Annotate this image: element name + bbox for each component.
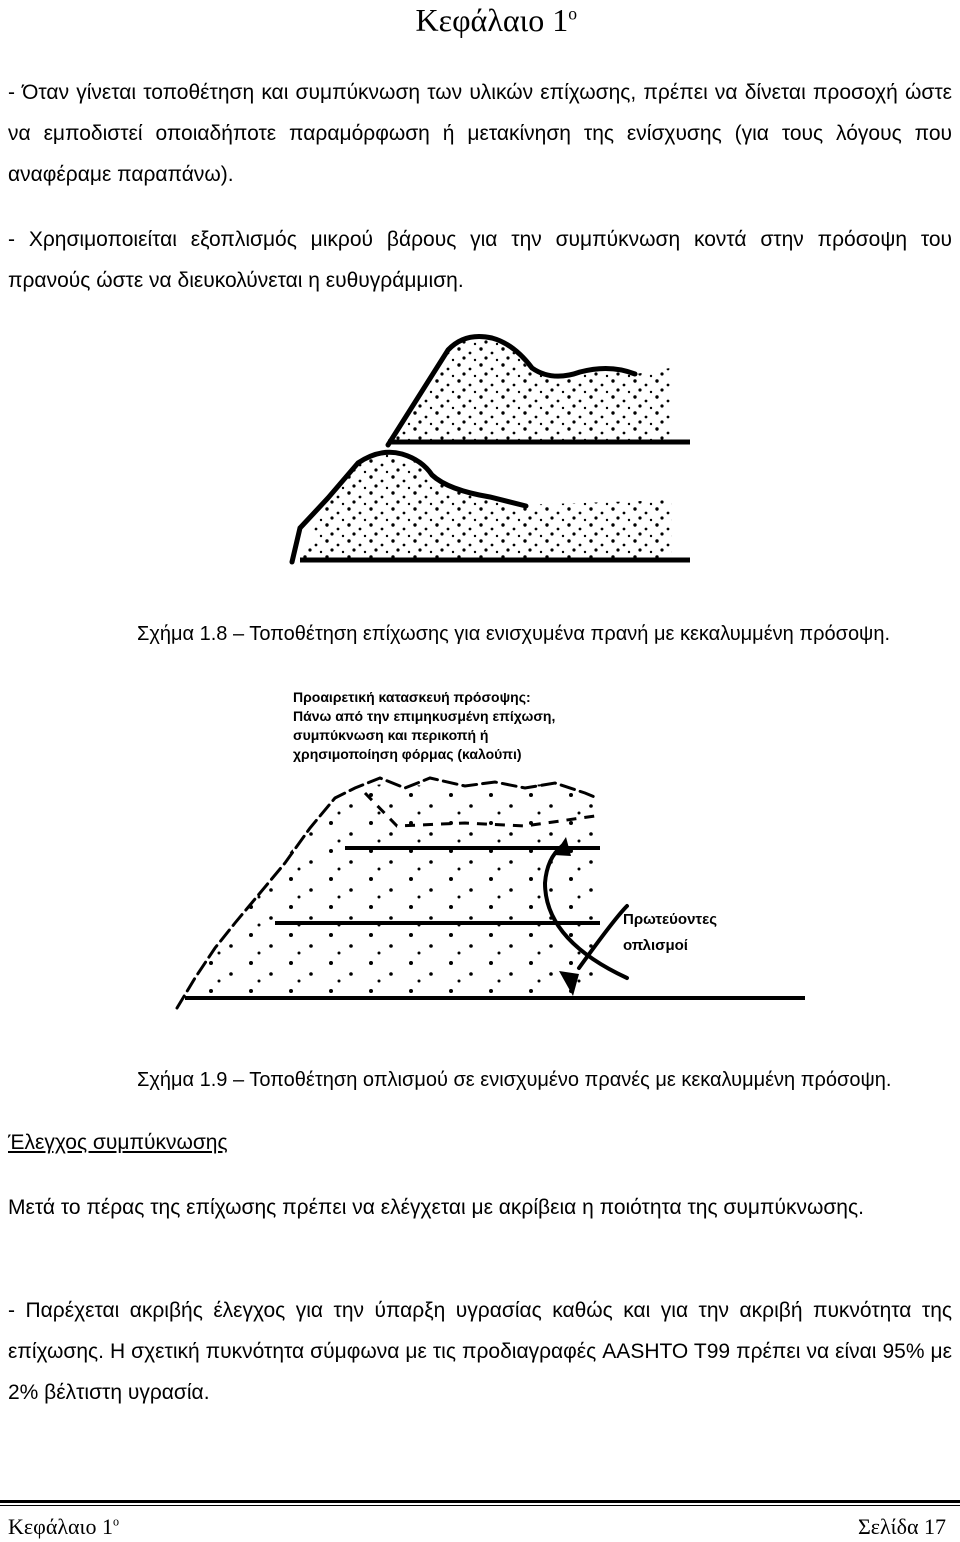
- figure-1-9-label-line-2: Πάνω από την επιμηκυσμένη επίχωση,: [293, 708, 556, 724]
- figure-1-9-label-line-1: Προαιρετική κατασκευή πρόσοψης:: [293, 689, 531, 705]
- figure-1-8-caption: Σχήμα 1.8 – Τοποθέτηση επίχωσης για ενισχυμένα πρανή με κεκαλυμμένη πρόσοψη.: [137, 623, 890, 645]
- footer-chapter: [8, 1513, 119, 1541]
- figure-1-8-slope-fill: [280, 330, 700, 580]
- footer-page-number: Σελίδα 17: [857, 1514, 946, 1539]
- figure-1-9-reinforcement: [165, 678, 815, 1028]
- header-chapter-text: Κεφάλαιο 1: [415, 2, 569, 38]
- figure-1-9-arrow-label-line-2: οπλισμοί: [623, 937, 688, 954]
- figure-1-9-arrow-label-line-1: Πρωτεύοντες: [623, 911, 718, 928]
- footer-rule-thin: [0, 1505, 960, 1506]
- section-heading-compaction-control: Έλεγχος συμπύκνωσης: [8, 1131, 228, 1154]
- paragraph-compaction-care: - Όταν γίνεται τοποθέτηση και συμπύκνωση των υλικών επίχωσης, πρέπει να δίνεται προσοχή ώστε να εμποδιστεί οποιαδήποτε παραμόρφωση ή μετακίνηση της ενίσχυσης (για τους λόγους που αναφέραμε παραπάνω).: [8, 81, 952, 186]
- header-chapter-sup: ο: [568, 3, 577, 24]
- figure-1-9-caption: Σχήμα 1.9 – Τοποθέτηση οπλισμού σε ενισχυμένο πρανές με κεκαλυμμένη πρόσοψη.: [137, 1069, 892, 1091]
- figure-1-9-label-line-3: συμπύκνωση και περικοπή ή: [293, 727, 489, 743]
- paragraph-density-control: - Παρέχεται ακριβής έλεγχος για την ύπαρξη υγρασίας καθώς και για την ακριβή πυκνότητα της επίχωσης. Η σχετική πυκνότητα σύμφωνα με τις προδιαγραφές AASHTO T99 πρέπει να είναι 95% με 2% βέλτιστη υγρασία.: [8, 1299, 952, 1404]
- figure-1-9-label-line-4: χρησιμοποίηση φόρμας (καλούπι): [293, 746, 522, 762]
- header-chapter-title: [416, 0, 577, 40]
- footer-rule-thick: [0, 1500, 960, 1503]
- paragraph-quality-check: Μετά το πέρας της επίχωσης πρέπει να ελέγχεται με ακρίβεια η ποιότητα της συμπύκνωσης.: [8, 1196, 864, 1219]
- footer-chapter-sup: ο: [112, 1514, 120, 1529]
- footer-chapter-text: Κεφάλαιο 1: [8, 1514, 113, 1539]
- paragraph-light-equipment: - Χρησιμοποιείται εξοπλισμός μικρού βάρους για την συμπύκνωση κοντά στην πρόσοψη του πρανούς ώστε να διευκολύνεται η ευθυγράμμιση.: [8, 228, 952, 292]
